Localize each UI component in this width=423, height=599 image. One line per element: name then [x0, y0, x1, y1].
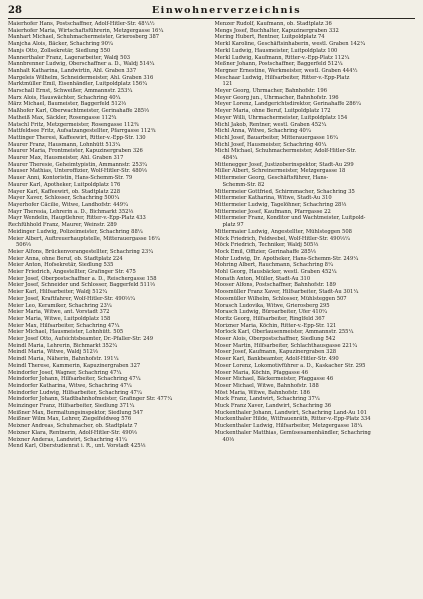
directory-entry: Mattinger Theresi, Kaffeewirt, Ritter-v.-Epp-Str. 130: [8, 134, 146, 141]
directory-entry: Mittermeier Georg, Geschäftsführer, Hans-: [214, 175, 329, 182]
directory-entry: Marschall Ernst, Schweißer, Ammannstr. 253¼: [8, 88, 133, 95]
running-title: Einwohnerverzeichnis: [151, 5, 302, 16]
directory-entry: Meindl Maria, Näherin, Bahnhofstr. 191¼: [8, 356, 119, 363]
directory-entry: Mayerhofer Cäcilie, Witwe, Landhofstr. 449¼: [8, 201, 129, 208]
directory-entry-continuation: Schemm-Str. 82: [222, 181, 265, 188]
directory-entry: Mohl Georg, Hausbäcker, westl. Graben 452¼: [214, 269, 337, 276]
directory-entry: Moser Alois, Oberpostschaffner, Siedlung 542: [214, 336, 336, 343]
directory-entry: Mauser Mathias, Unteroffizier, Wolf-Hitler-Str. 480⅓: [8, 168, 147, 175]
directory-entry: Muckenthaler Ludwig, Hilfsarbeiter, Metzgergasse 18¼: [214, 423, 363, 430]
directory-entry: Mengs Josef, Buchhalter, Kapuzinergraben 332: [214, 27, 339, 34]
directory-entry: Möck Friedrich, Techniker, Waldj 505⅓: [214, 242, 319, 249]
directory-entry: Meier Anton, Hofsekretär, Siedlung 535: [8, 262, 114, 269]
directory-entry: Meindorfer Johann, Hilfsarbeiter, Schachring 47¼: [8, 376, 141, 383]
directory-entry: Mering Hubert, Rentner, Luitpoldplatz 74: [214, 34, 325, 41]
directory-entry: Maierhofer Hans, Postschaffner, Adolf-Hitler-Str. 48¼½: [8, 21, 155, 27]
directory-entry: Moser Michael, Witwe, Bahnhofstr. 188: [214, 382, 319, 389]
directory-entry: Manjcha Alois, Bäcker, Schachring 90¼: [8, 41, 113, 48]
directory-entry: Moritz Georg, Hilfsarbeiter, Ringlfeld 367: [214, 315, 325, 322]
directory-entry: Möck Friedrich, Feldwebel, Wolf-Hitler-Str. 490⅓¼: [214, 235, 350, 242]
directory-entry: Michl Michael, Schuhmachermeister, Adolf-Hitler-Str.: [214, 148, 357, 155]
directory-entry: Meindl Therese, Kammerin, Kapuzinergraben 327: [8, 362, 141, 369]
directory-entry: Miller Albert, Schreinermeister, Metzgergasse 18: [214, 168, 346, 175]
directory-entry: Morlock Karl, Oberlausenmeister, Ammannstr. 255¼: [214, 329, 354, 336]
directory-entry: Meschaar Ludwig, Hilfsarbeiter, Ritter-v.-Epp-Platz: [214, 74, 350, 81]
directory-entry: Meindorfer Johann, Stadtbahnhofmeister, Grafinger Str. 477¼: [8, 396, 173, 403]
directory-entry: Meier Karl, Hilfsarbeiter, Waldj 512¼: [8, 289, 108, 296]
directory-entry: Michl Josef, Bauarbeiter, Mitterauergasse 16¼: [214, 134, 338, 141]
directory-entry: Mayer Xaver, Schlosser, Schachring 500¼: [8, 195, 120, 202]
directory-entry: Meindl Maria, Witwe, Waldj 512⅓: [8, 349, 98, 356]
directory-entry: Meyer Georg, Uhrmacher, Bahnhofstr. 196: [214, 88, 327, 95]
directory-entry: Moser Lorenz, Lokomotivführer a. D., Kaskacher Str. 295: [214, 362, 366, 369]
directory-entry: Meier Albert, Auftreuerhauptstelle, Mitterauergasse 16¼: [8, 235, 160, 242]
directory-entry: Meier Maria, Witwe, ant. Vorstadt 372: [8, 309, 110, 316]
directory-entry: Maurer Theresie, Geheimtypistin, Ammannstr. 253¼: [8, 161, 148, 168]
directory-entry: Maurer Karl, Apotheker, Luitpoldplatz 176: [8, 181, 121, 188]
directory-entry: Mattfeldsee Fritz, Aufsatzangestellter, Pfarrgasse 112¾: [8, 128, 156, 135]
directory-entry: Maierhofer Maria, Wirtschaftsführerin, Metzgergasse 16¼: [8, 27, 164, 34]
directory-entry: Meier Maria, Witwe, Luitpoldplatz 158: [8, 315, 111, 322]
directory-entry: Morasch Ludwig, Büroarbeiter, Ufer 410¼: [214, 309, 328, 316]
directory-entry: Moosmüller Wilhelm, Schlosser, Mühlsteggen 507: [214, 295, 347, 302]
directory-entry: Michl Josef, Hausmeister, Schachring 40¼: [214, 141, 327, 148]
directory-entry-continuation: platz 97: [222, 222, 244, 229]
directory-entry: Manjs Otto, Zollsekretär, Siedlung 550: [8, 47, 111, 54]
directory-entry: Meier Josef Otto, Aufsichtsbeamter, Dr.-Pfaller-Str. 249: [8, 336, 154, 343]
directory-entry: Merkl Ludwig, Kaufmann, Ritter-v.-Epp-Platz 112¼: [214, 54, 350, 61]
directory-entry: Moosmüller Franz Xaver, Hilfsarbeiter, Stadt-Au 301¼: [214, 289, 359, 296]
directory-entry: Margeleis Wilhelm, Schneidermeister, Ahl. Graben 316: [8, 74, 154, 81]
directory-entry: Meier Josef, Schneider und Schlosser, Baggerfeld 511⅓: [8, 282, 156, 289]
directory-entry: Mayer Karl, Kaffeewirt, ob. Stadtplatz 228: [8, 188, 121, 195]
directory-entry: Marx Alois, Hauswächter, Schachring 40¼: [8, 94, 121, 101]
directory-entry: März Michael, Baumeister, Baggerfeld 512⅓: [8, 101, 127, 108]
directory-entry: Muckenthaler Hilde, Witfrauenräth, Ritter-v.-Epp-Platz 334: [214, 416, 371, 423]
directory-entry: Meyer Lorenz, Landgerichtsdirektor, Gerinahaffe 286¼: [214, 101, 361, 108]
directory-entry: Mayr Theresia, Lehrerin a. D., Bichmarkt 352⅓: [8, 208, 134, 215]
directory-entry: Meixner Klara, Rentnerin, Adolf-Hitler-Str. 490⅓: [8, 429, 137, 436]
directory-entry: Meier Michael, Hausmeister, Lohnhütt. 505: [8, 329, 124, 336]
directory-entry: Mayr Wendelin, Hauptlehrer, Ritter-v.-Epp-Platz 433: [8, 215, 146, 222]
directory-entry: Moser Martin, Hilfsarbeiter, Schlachthausgasse 221¼: [214, 342, 358, 349]
directory-entry: Monath Anton, Müller, Stadt-Au 310: [214, 275, 311, 282]
directory-entry: Meinzinger Franz, Hilfsarbeiter, Siedlung 371¼: [8, 403, 135, 410]
directory-entry: Mittermeier Josef, Kaufmann, Pfarrgasse 22: [214, 208, 331, 215]
directory-entry: Meier Anna, ohne Beruf, ob. Stadtplatz 224: [8, 255, 123, 262]
directory-entry: Manhalt Katharina, Landwirtin, Ahl. Graben 337: [8, 67, 137, 74]
directory-entry: Muck Franz, Landwirt, Schachring 37¼: [214, 396, 320, 403]
directory-entry: Mock Emil, Offizier, Gerinahaffe 285⅓: [214, 248, 316, 255]
directory-entry: Muckenthaler Matthias, Gemüsesamenhändler, Schachring: [214, 429, 371, 436]
directory-entry: Mittermeier Ludwig, Tagelöhner, Schachring 28⅓: [214, 201, 347, 208]
directory-entry: Marktmüller Emil, Eisenhändler, Luitpoldplatz 156¼: [8, 81, 148, 88]
directory-entry: Meißner Max, Bermaltungsinspektor, Siedlung 547: [8, 409, 143, 416]
directory-entry: Meier Josef, Oberpostschaffner a. D., Reischergasse 158: [8, 275, 157, 282]
directory-entry: Meßner Johann, Postschaffner, Baggerfeld 512¼: [214, 61, 343, 68]
directory-entry: Mittermeier Gottfried, Schirmmacher, Schachring 35: [214, 188, 355, 195]
directory-entry: Meier Max, Hilfsarbeiter, Schachring 47¼: [8, 322, 120, 329]
directory-entry: Maßhofer Karl, Oberwachtmeister, Gerinahaffe 285⅓: [8, 108, 150, 115]
page-header: [8, 5, 415, 19]
directory-entry: Meier Friedrich, Angestellter, Grafinger Str. 475: [8, 269, 136, 276]
directory-entry: Menzer Rudolf, Kaufmann, ob. Stadtplatz 36: [214, 21, 332, 27]
directory-entry: Morizner Maria, Köchin, Ritter-v.-Epp-Str. 121: [214, 322, 337, 329]
directory-entry: Merkl Karoline, Geschäftsinhaberin, westl. Graben 142¼: [214, 41, 366, 48]
directory-entry: Mohr Ludwig, Dr. Apotheker, Hans-Schemm-Str. 249¼: [214, 255, 359, 262]
directory-entry: Rechfühhold Franz, Maurer, Weinstr. 289: [8, 222, 117, 229]
directory-entry: Mittenegger Josef, Justizoberinspektor, Stadt-Au 299: [214, 161, 354, 168]
right-column: [215, 21, 417, 596]
directory-entry: Mittermeier Katharina, Witwe, Stadt-Au 310: [214, 195, 332, 202]
directory-entry: Michl Jakob, Rentner, westl. Graben 452¼: [214, 121, 327, 128]
page-number: 28: [8, 5, 22, 16]
directory-entry: Muckenthaler Johann, Landwirt, Schachring Land-Au 101: [214, 409, 367, 416]
directory-entry: Michl Anna, Witwe, Schachring 40¼: [214, 128, 311, 135]
directory-entry: Meidinger Ludwig, Polizeimeister, Schachring 88¼: [8, 228, 143, 235]
directory-entry: Mannerthaler Franz, Lagerarbeiter, Waldj 503: [8, 54, 131, 61]
directory-entry: Muck Franz Xaver, Landwirt, Schachring 36: [214, 403, 332, 410]
directory-entry: Mannbrenner Ludwig, Oberschaffner a. D., Waldj 514¼: [8, 61, 155, 68]
directory-columns: [8, 21, 416, 596]
directory-entry: Meier Leo, Keramiker, Schachring 23¼: [8, 302, 112, 309]
directory-entry: Meißner Wilm Max, Lehrer, Ziegelfeldweg 576: [8, 416, 132, 423]
directory-entry: Meindl Maria, Lehrerin, Bichmarkt 352¼: [8, 342, 118, 349]
directory-entry: Morasch Ludovika, Witwe, Grierosberg 295: [214, 302, 330, 309]
directory-entry-continuation: 484¼: [222, 155, 238, 162]
directory-entry: Moser Michael, Bäckermeister, Pfaggasse 46: [214, 376, 334, 383]
left-column: [8, 21, 210, 596]
directory-entry-continuation: 121: [222, 81, 233, 88]
directory-entry: Matheiß Max, Säckler, Rosengasse 112¾: [8, 114, 117, 121]
directory-entry: Meyer Georg jun., Uhrmacher, Bahnhofstr. 196: [214, 94, 339, 101]
directory-entry: Maurer Franz, Hausmann, Lohnhütt 513¼: [8, 141, 121, 148]
directory-entry: Mohring Albert, Rauchmann, Schachring 8¼: [214, 262, 333, 269]
directory-entry: Mauer Anni, Kontoristin, Hans-Schemm-Str. 79: [8, 175, 133, 182]
header-rule: [8, 18, 415, 19]
directory-entry: Mend Karl, Oberstudienrat i. R., unt. Vorstadt 425⅓: [8, 443, 146, 450]
directory-entry: Meixner Andreas, Schuhmacher, ob. Stadtplatz 7: [8, 423, 138, 430]
directory-entry-continuation: 40⅓: [222, 436, 235, 443]
directory-entry: Meixner Anderas, Landwirt, Schachring 41¼: [8, 436, 127, 443]
directory-entry-continuation: 506⅓: [16, 242, 31, 249]
directory-entry: Meindorfer Josef, Wagner, Schachring 47¼: [8, 369, 122, 376]
directory-entry: Möst Maria, Witwe, Bahnhofstr. 186: [214, 389, 310, 396]
directory-entry: Mittermaier Ludwig, Angestellter, Mühlsteggen 508: [214, 228, 352, 235]
directory-entry: Maurer Max, Hausmeister, Ahl. Graben 317: [8, 155, 124, 162]
directory-entry: Moser Josef, Kaufmann, Kapuzinergraben 328: [214, 349, 337, 356]
directory-entry: Moser Karl, Bankbeamter, Adolf-Hitler-Str. 490: [214, 356, 339, 363]
directory-entry: Meier Alfons, Brückenvorangestellter, Schachring 23¼: [8, 248, 154, 255]
directory-entry: Mergner Ernestine, Werkmeister, westl. Graben 444½: [214, 67, 358, 74]
directory-entry: Meyer Maria, ohne Beruf, Luitpoldplatz 172: [214, 108, 331, 115]
directory-entry: Meyer Willi, Uhrmachermeister, Luitpoldplatz 154: [214, 114, 348, 121]
directory-entry: Mittermeier Franz, Konditor und Wachtmeister, Luitpold-: [214, 215, 366, 222]
directory-entry: Moser Maria, Köchin, Pfaggasse 46: [214, 369, 309, 376]
directory-entry: Meindorfer Katharina, Witwe, Schachring 47¼: [8, 382, 132, 389]
directory-entry: Maurer Maria, Frontmeister, Kapuzinergraben 326: [8, 148, 143, 155]
directory-entry: Matschl Fritz, Metzgermeister, Rosengasse 112¾: [8, 121, 139, 128]
directory-entry: Merkl Ludwig, Hausmeister, Luitpoldplatz 100: [214, 47, 338, 54]
directory-entry: Manhart Michael, Schuhmachermeister, Grierosberg 387: [8, 34, 160, 41]
directory-entry: Meier Josef, Kraftfahrer, Wolf-Hitler-Str. 490⅓¼: [8, 295, 136, 302]
directory-entry: Meindorfer Ludwig, Hilfsarbeiter, Schachring 47¼: [8, 389, 142, 396]
directory-entry: Mooser Alfons, Postschaffner, Bahnhofstr. 189: [214, 282, 336, 289]
